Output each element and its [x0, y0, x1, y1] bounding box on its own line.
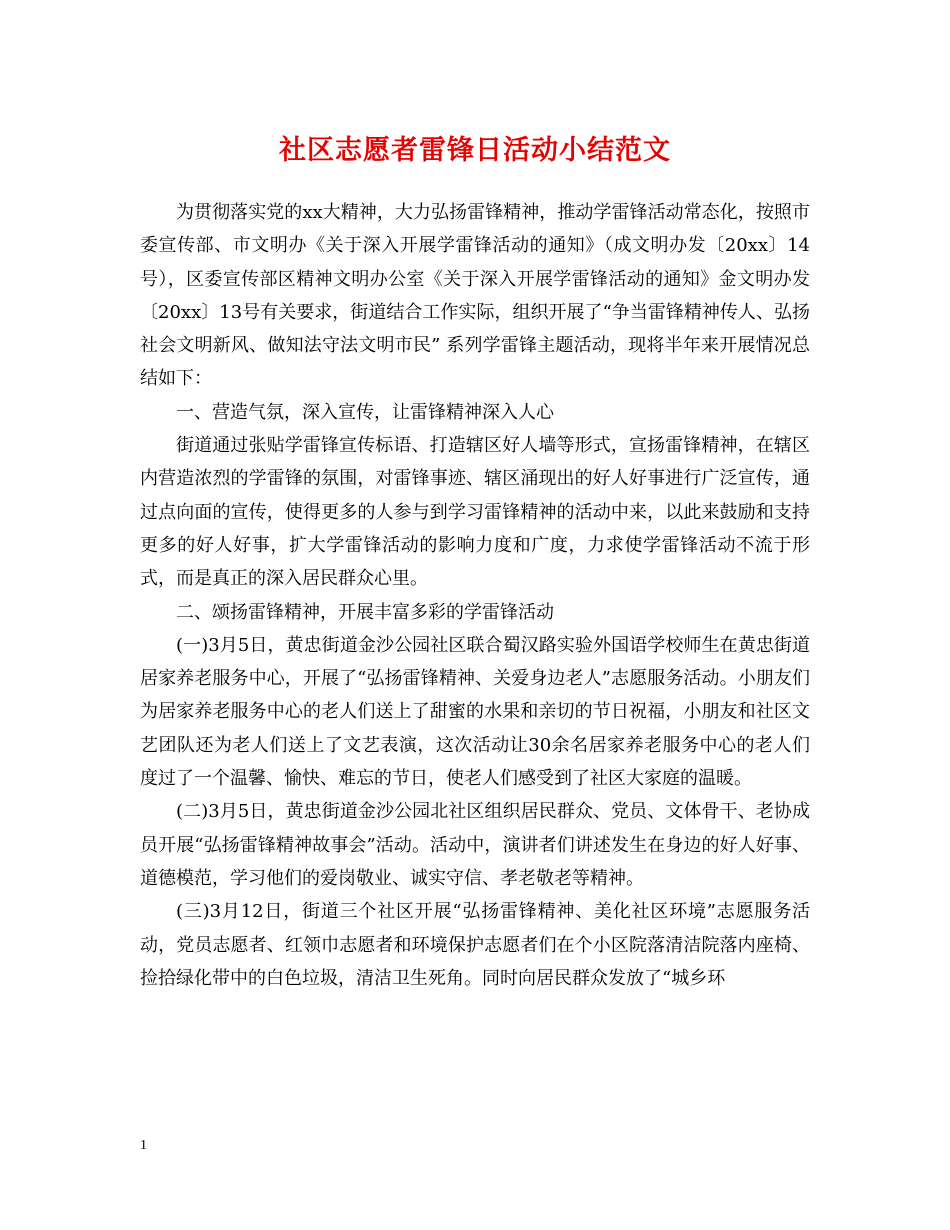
paragraph-item-1: (一)3月5日，黄忠街道金沙公园社区联合蜀汉路实验外国语学校师生在黄忠街道居家养老服务中心，开展了“弘扬雷锋精神、关爱身边老人”志愿服务活动。小朋友们为居家养老服务中心的老人们送上了甜蜜的水果和亲切的节日祝福，小朋友和社区文艺团队还为老人们送上了文艺表演，这次活动让30余名居家养老服务中心的老人们度过了一个温馨、愉快、难忘的节日，使老人们感受到了社区大家庭的温暖。 [140, 634, 810, 790]
section-heading-1: 一、营造气氛，深入宣传，让雷锋精神深入人心 [176, 401, 554, 423]
document-title: 社区志愿者雷锋日活动小结范文 [279, 135, 671, 166]
paragraph-intro: 为贯彻落实党的xx大精神，大力弘扬雷锋精神，推动学雷锋活动常态化，按照市委宣传部、市文明办《关于深入开展学雷锋活动的通知》（成文明办发〔20xx〕14号），区委宣传部区精神文明办公室《关于深入开展学雷锋活动的通知》金文明办发〔20xx〕13号有关要求，街道结合工作实际，组织开展了“争当雷锋精神传人、弘扬社会文明新风、做知法守法文明市民” 系列学雷锋主题活动，现将半年来开展情况总结如下： [140, 202, 810, 390]
paragraph-section-1: 街道通过张贴学雷锋宣传标语、打造辖区好人墙等形式，宣扬雷锋精神，在辖区内营造浓烈的学雷锋的氛围，对雷锋事迹、辖区涌现出的好人好事进行广泛宣传，通过点向面的宣传，使得更多的人参与到学习雷锋精神的活动中来，以此来鼓励和支持更多的好人好事，扩大学雷锋活动的影响力度和广度，力求使学雷锋活动不流于形式，而是真正的深入居民群众心里。 [140, 435, 810, 590]
document-body [140, 196, 810, 995]
paragraph-item-3: (三)3月12日，街道三个社区开展“弘扬雷锋精神、美化社区环境”志愿服务活动，党员志愿者、红领巾志愿者和环境保护志愿者们在个小区院落清洁院落内座椅、捡拾绿化带中的白色垃圾，清洁卫生死角。同时向居民群众发放了“城乡环 [140, 901, 810, 989]
paragraph-item-2: (二)3月5日，黄忠街道金沙公园北社区组织居民群众、党员、文体骨干、老协成员开展“弘扬雷锋精神故事会”活动。活动中，演讲者们讲述发生在身边的好人好事、道德模范，学习他们的爱岗敬业、诚实守信、孝老敬老等精神。 [140, 801, 810, 889]
section-heading-2: 二、颂扬雷锋精神，开展丰富多彩的学雷锋活动 [176, 601, 554, 623]
page-number: 1 [140, 1138, 147, 1153]
